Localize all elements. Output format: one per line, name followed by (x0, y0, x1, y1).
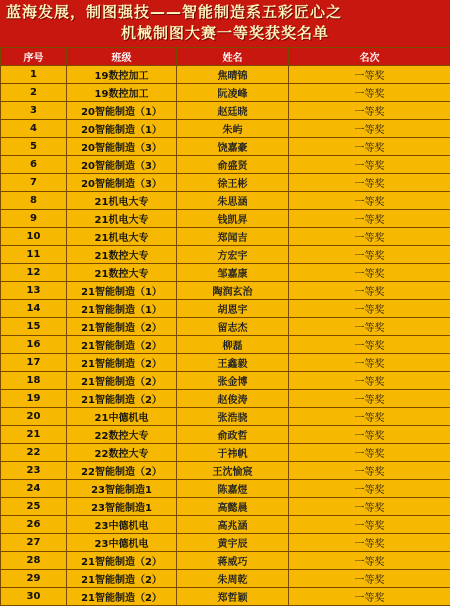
row-award: 一等奖 (289, 372, 450, 390)
row-index: 18 (1, 372, 67, 390)
row-award: 一等奖 (289, 300, 450, 318)
row-student-name: 张金博 (177, 372, 289, 390)
row-student-name: 阮凌峰 (177, 84, 289, 102)
row-award: 一等奖 (289, 120, 450, 138)
row-student-name: 陈嘉煜 (177, 480, 289, 498)
row-award: 一等奖 (289, 138, 450, 156)
row-class: 21数控大专 (67, 264, 177, 282)
table-row (1, 498, 450, 516)
table-row (1, 444, 450, 462)
row-index: 15 (1, 318, 67, 336)
row-student-name: 留志杰 (177, 318, 289, 336)
table-row (1, 588, 450, 606)
row-student-name: 朱周乾 (177, 570, 289, 588)
table-row (1, 570, 450, 588)
row-award: 一等奖 (289, 390, 450, 408)
table-row (1, 228, 450, 246)
row-index: 26 (1, 516, 67, 534)
row-student-name: 朱思涵 (177, 192, 289, 210)
table-row (1, 138, 450, 156)
row-award: 一等奖 (289, 318, 450, 336)
row-student-name: 高兆涵 (177, 516, 289, 534)
table-row (1, 102, 450, 120)
row-class: 23中德机电 (67, 534, 177, 552)
table-row (1, 426, 450, 444)
row-class: 21机电大专 (67, 192, 177, 210)
table-row (1, 462, 450, 480)
row-award: 一等奖 (289, 84, 450, 102)
row-student-name: 焦晴锦 (177, 66, 289, 84)
row-index: 13 (1, 282, 67, 300)
row-class: 19数控加工 (67, 66, 177, 84)
row-index: 28 (1, 552, 67, 570)
table-row (1, 210, 450, 228)
row-student-name: 于祎帆 (177, 444, 289, 462)
row-index: 22 (1, 444, 67, 462)
row-index: 14 (1, 300, 67, 318)
row-index: 5 (1, 138, 67, 156)
row-student-name: 张浩骁 (177, 408, 289, 426)
row-index: 6 (1, 156, 67, 174)
row-class: 22智能制造（2） (67, 462, 177, 480)
row-award: 一等奖 (289, 516, 450, 534)
row-index: 16 (1, 336, 67, 354)
row-index: 3 (1, 102, 67, 120)
table-row (1, 300, 450, 318)
row-award: 一等奖 (289, 498, 450, 516)
table-row (1, 174, 450, 192)
row-student-name: 俞政哲 (177, 426, 289, 444)
header-rank: 名次 (289, 48, 450, 66)
table-row (1, 390, 450, 408)
row-student-name: 柳磊 (177, 336, 289, 354)
row-student-name: 方宏宇 (177, 246, 289, 264)
row-class: 22数控大专 (67, 426, 177, 444)
row-index: 11 (1, 246, 67, 264)
row-student-name: 俞盛贤 (177, 156, 289, 174)
row-student-name: 赵廷晓 (177, 102, 289, 120)
row-student-name: 高懿晨 (177, 498, 289, 516)
row-class: 21中德机电 (67, 408, 177, 426)
row-index: 20 (1, 408, 67, 426)
header-class: 班级 (67, 48, 177, 66)
row-class: 21机电大专 (67, 228, 177, 246)
table-row (1, 156, 450, 174)
row-class: 20智能制造（3） (67, 174, 177, 192)
row-student-name: 王沈愉宸 (177, 462, 289, 480)
row-award: 一等奖 (289, 336, 450, 354)
row-award: 一等奖 (289, 264, 450, 282)
row-class: 21智能制造（2） (67, 552, 177, 570)
row-award: 一等奖 (289, 534, 450, 552)
row-award: 一等奖 (289, 570, 450, 588)
row-student-name: 徐王彬 (177, 174, 289, 192)
row-award: 一等奖 (289, 426, 450, 444)
header-name: 姓名 (177, 48, 289, 66)
row-class: 21智能制造（1） (67, 300, 177, 318)
row-student-name: 蒋威巧 (177, 552, 289, 570)
row-student-name: 邹嘉康 (177, 264, 289, 282)
row-index: 17 (1, 354, 67, 372)
table-row (1, 372, 450, 390)
row-student-name: 朱屿 (177, 120, 289, 138)
table-row (1, 282, 450, 300)
row-award: 一等奖 (289, 282, 450, 300)
row-award: 一等奖 (289, 192, 450, 210)
row-award: 一等奖 (289, 246, 450, 264)
row-index: 19 (1, 390, 67, 408)
table-row (1, 552, 450, 570)
row-index: 23 (1, 462, 67, 480)
row-index: 4 (1, 120, 67, 138)
row-class: 21智能制造（2） (67, 372, 177, 390)
row-class: 21智能制造（2） (67, 318, 177, 336)
row-class: 20智能制造（1） (67, 102, 177, 120)
row-index: 21 (1, 426, 67, 444)
title-line-1: 蓝海发展，制图强技——智能制造系五彩匠心之 (4, 2, 446, 23)
row-award: 一等奖 (289, 480, 450, 498)
row-award: 一等奖 (289, 66, 450, 84)
table-row (1, 192, 450, 210)
row-class: 21智能制造（2） (67, 336, 177, 354)
row-class: 21智能制造（2） (67, 588, 177, 606)
row-class: 20智能制造（3） (67, 138, 177, 156)
row-index: 8 (1, 192, 67, 210)
table-header-row (1, 48, 450, 66)
award-table (0, 47, 450, 606)
header-index: 序号 (1, 48, 67, 66)
row-class: 20智能制造（3） (67, 156, 177, 174)
table-row (1, 120, 450, 138)
row-class: 20智能制造（1） (67, 120, 177, 138)
row-index: 10 (1, 228, 67, 246)
row-student-name: 胡恩宇 (177, 300, 289, 318)
row-class: 23智能制造1 (67, 498, 177, 516)
row-class: 23智能制造1 (67, 480, 177, 498)
row-class: 22数控大专 (67, 444, 177, 462)
row-student-name: 王鑫毅 (177, 354, 289, 372)
row-class: 23中德机电 (67, 516, 177, 534)
row-index: 7 (1, 174, 67, 192)
row-index: 24 (1, 480, 67, 498)
row-award: 一等奖 (289, 408, 450, 426)
row-award: 一等奖 (289, 444, 450, 462)
row-class: 21数控大专 (67, 246, 177, 264)
table-row (1, 480, 450, 498)
row-award: 一等奖 (289, 354, 450, 372)
row-student-name: 郑哲颖 (177, 588, 289, 606)
row-index: 30 (1, 588, 67, 606)
row-class: 21智能制造（2） (67, 390, 177, 408)
row-index: 29 (1, 570, 67, 588)
table-row (1, 516, 450, 534)
row-index: 1 (1, 66, 67, 84)
row-index: 9 (1, 210, 67, 228)
table-row (1, 354, 450, 372)
row-index: 12 (1, 264, 67, 282)
row-award: 一等奖 (289, 588, 450, 606)
row-award: 一等奖 (289, 102, 450, 120)
row-student-name: 饶嘉豪 (177, 138, 289, 156)
table-row (1, 264, 450, 282)
row-student-name: 郑闻吉 (177, 228, 289, 246)
row-class: 21智能制造（1） (67, 282, 177, 300)
row-award: 一等奖 (289, 210, 450, 228)
row-award: 一等奖 (289, 156, 450, 174)
row-class: 21智能制造（2） (67, 570, 177, 588)
table-row (1, 246, 450, 264)
row-student-name: 黄宇辰 (177, 534, 289, 552)
row-award: 一等奖 (289, 228, 450, 246)
table-row (1, 534, 450, 552)
row-award: 一等奖 (289, 462, 450, 480)
row-index: 2 (1, 84, 67, 102)
row-student-name: 陶润玄治 (177, 282, 289, 300)
table-body (1, 66, 450, 606)
row-student-name: 赵俊涛 (177, 390, 289, 408)
row-index: 27 (1, 534, 67, 552)
row-class: 21机电大专 (67, 210, 177, 228)
title-banner (0, 0, 450, 47)
row-class: 21智能制造（2） (67, 354, 177, 372)
row-student-name: 钱凯昇 (177, 210, 289, 228)
row-award: 一等奖 (289, 552, 450, 570)
row-award: 一等奖 (289, 174, 450, 192)
table-row (1, 408, 450, 426)
title-line-2: 机械制图大赛一等奖获奖名单 (4, 23, 446, 44)
table-row (1, 336, 450, 354)
table-row (1, 66, 450, 84)
table-row (1, 84, 450, 102)
row-index: 25 (1, 498, 67, 516)
table-row (1, 318, 450, 336)
row-class: 19数控加工 (67, 84, 177, 102)
